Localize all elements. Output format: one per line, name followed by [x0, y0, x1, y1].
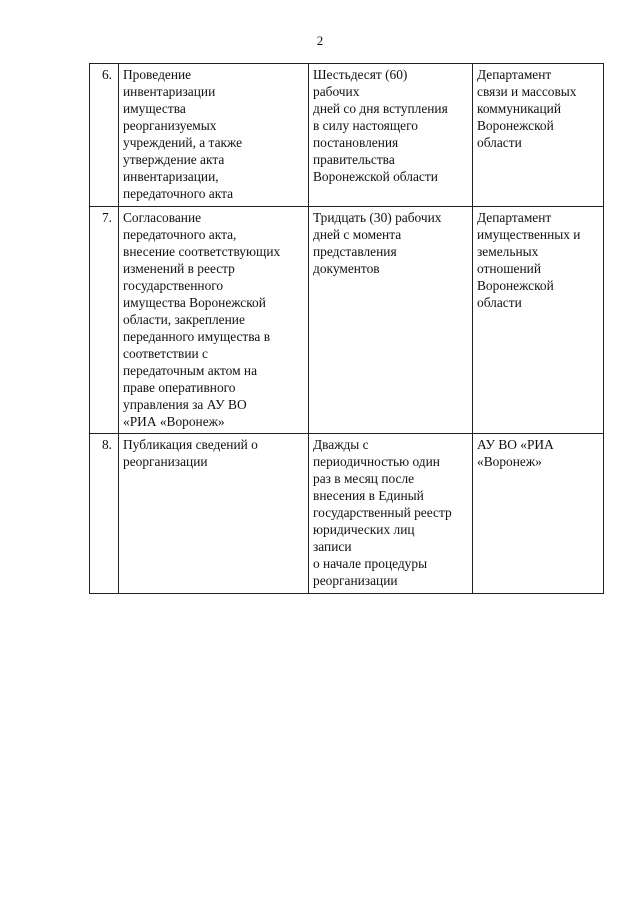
row-number: 8.	[90, 434, 119, 594]
measures-table	[89, 63, 604, 594]
department-cell: Департамент имущественных и земельных отношений Воронежской области	[473, 207, 604, 434]
table-row-8	[90, 434, 604, 594]
page-number: 2	[316, 33, 324, 48]
action-cell: Проведение инвентаризации имущества реорганизуемых учреждений, а также утверждение акта инвентаризации, передаточного акта	[119, 64, 309, 207]
deadline-cell: Шестьдесят (60) рабочих дней со дня вступления в силу настоящего постановления правительства Воронежской области	[309, 64, 473, 207]
department-cell: Департамент связи и массовых коммуникаций Воронежской области	[473, 64, 604, 207]
deadline-cell: Дважды с периодичностью один раз в месяц после внесения в Единый государственный реестр юридических лиц записи о начале процедуры реорганизации	[309, 434, 473, 594]
row-number: 7.	[90, 207, 119, 434]
action-cell: Публикация сведений о реорганизации	[119, 434, 309, 594]
action-cell: Согласование передаточного акта, внесение соответствующих изменений в реестр государственного имущества Воронежской области, закрепление переданного имущества в соответствии с передаточным актом на праве оперативного управления за АУ ВО «РИА «Воронеж»	[119, 207, 309, 434]
table-row-6	[90, 64, 604, 207]
row-number: 6.	[90, 64, 119, 207]
deadline-cell: Тридцать (30) рабочих дней с момента представления документов	[309, 207, 473, 434]
table-row-7	[90, 207, 604, 434]
department-cell: АУ ВО «РИА «Воронеж»	[473, 434, 604, 594]
